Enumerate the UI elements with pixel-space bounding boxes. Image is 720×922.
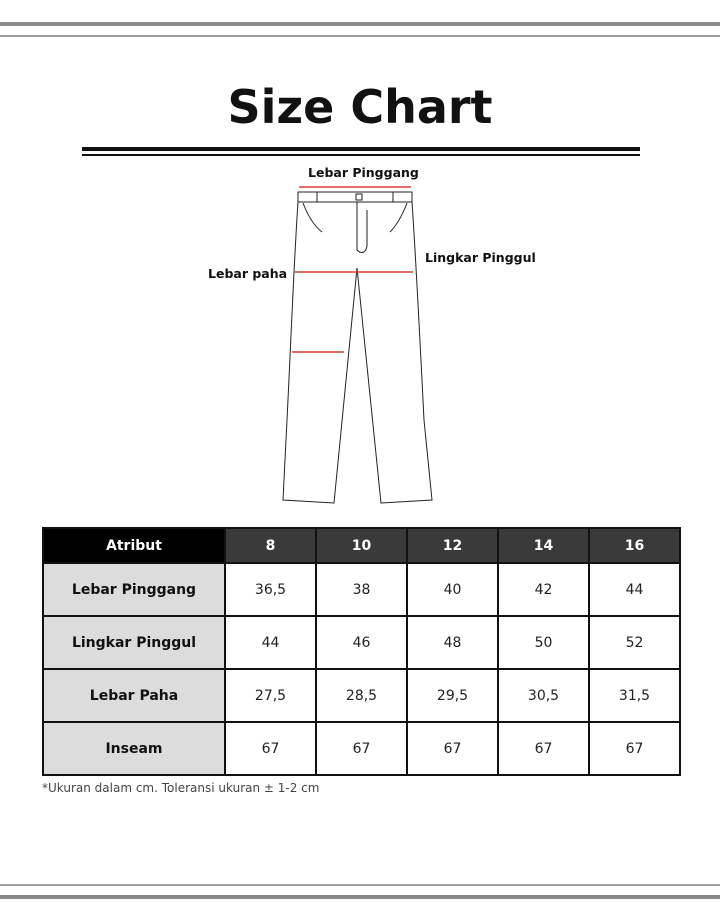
header-size: 12	[407, 528, 498, 563]
header-size: 10	[316, 528, 407, 563]
table-cell: 52	[589, 616, 680, 669]
table-cell: 42	[498, 563, 589, 616]
table-cell: 67	[589, 722, 680, 775]
table-cell: 28,5	[316, 669, 407, 722]
thigh-label: Lebar paha	[208, 266, 288, 281]
table-cell: 27,5	[225, 669, 316, 722]
table-cell: 40	[407, 563, 498, 616]
table-cell: 46	[316, 616, 407, 669]
bottom-frame-line	[0, 895, 720, 899]
hip-label: Lingkar Pinggul	[425, 250, 536, 265]
table-cell: 50	[498, 616, 589, 669]
table-row	[43, 722, 680, 775]
table-cell: 44	[225, 616, 316, 669]
table-row	[43, 616, 680, 669]
table-cell: 67	[316, 722, 407, 775]
header-size: 14	[498, 528, 589, 563]
table-cell: 48	[407, 616, 498, 669]
header-size: 16	[589, 528, 680, 563]
row-attribute: Inseam	[43, 722, 225, 775]
table-cell: 29,5	[407, 669, 498, 722]
waist-label: Lebar Pinggang	[308, 165, 419, 180]
bottom-frame-line-inner	[0, 884, 720, 886]
size-table	[42, 527, 681, 776]
table-cell: 36,5	[225, 563, 316, 616]
table-header-row	[43, 528, 680, 563]
table-cell: 44	[589, 563, 680, 616]
pants-outline-icon	[283, 192, 432, 503]
row-attribute: Lingkar Pinggul	[43, 616, 225, 669]
table-cell: 67	[225, 722, 316, 775]
table-row	[43, 669, 680, 722]
table-row	[43, 563, 680, 616]
page-title: Size Chart	[227, 80, 493, 134]
table-cell: 67	[498, 722, 589, 775]
size-note: *Ukuran dalam cm. Toleransi ukuran ± 1-2 cm	[42, 781, 320, 795]
header-atribut: Atribut	[43, 528, 225, 563]
header-size: 8	[225, 528, 316, 563]
table-cell: 31,5	[589, 669, 680, 722]
row-attribute: Lebar Paha	[43, 669, 225, 722]
table-cell: 67	[407, 722, 498, 775]
row-attribute: Lebar Pinggang	[43, 563, 225, 616]
table-cell: 30,5	[498, 669, 589, 722]
table-cell: 38	[316, 563, 407, 616]
